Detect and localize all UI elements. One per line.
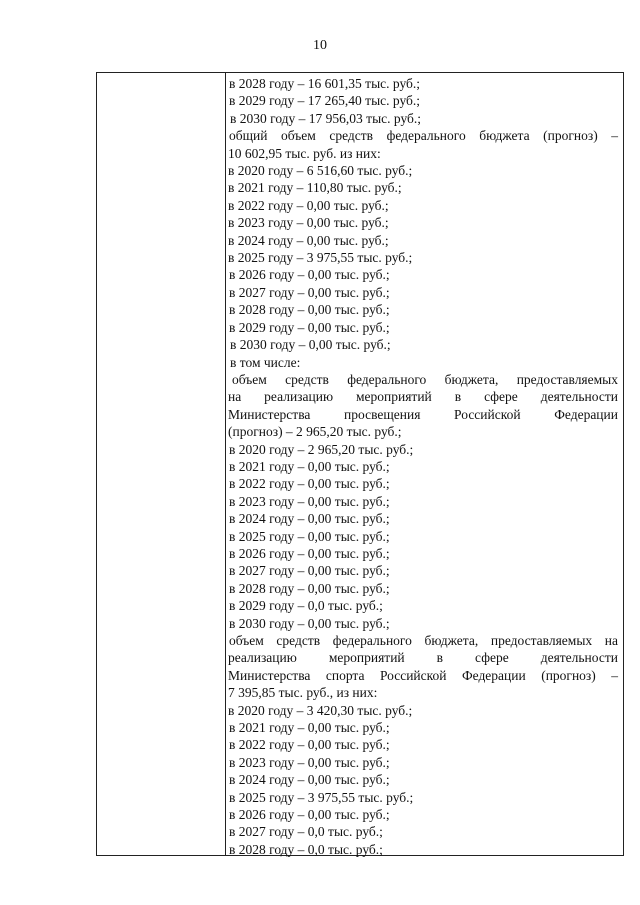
text-line: реализацию мероприятий в сфере деятельности [228, 650, 618, 666]
text-line: (прогноз) – 2 965,20 тыс. руб.; [228, 424, 402, 440]
text-line: в 2029 году – 17 265,40 тыс. руб.; [229, 93, 421, 109]
text-line: в 2028 году – 0,0 тыс. руб.; [229, 841, 383, 857]
column-divider [225, 73, 226, 855]
text-line: в 2024 году – 0,00 тыс. руб.; [228, 232, 389, 248]
text-line: в 2025 году – 3 975,55 тыс. руб.; [229, 789, 414, 805]
text-line: в 2026 году – 0,00 тыс. руб.; [229, 807, 390, 823]
text-line: в 2022 году – 0,00 тыс. руб.; [229, 737, 390, 753]
text-line: в 2023 году – 0,00 тыс. руб.; [228, 215, 389, 231]
budget-table [96, 72, 624, 856]
text-line: в том числе: [230, 354, 301, 370]
text-line: в 2026 году – 0,00 тыс. руб.; [229, 267, 390, 283]
text-line: в 2030 году – 0,00 тыс. руб.; [229, 615, 390, 631]
text-line: в 2022 году – 0,00 тыс. руб.; [228, 197, 389, 213]
text-line: объем средств федерального бюджета, предоставляемых [232, 371, 618, 387]
text-line: в 2020 году – 2 965,20 тыс. руб.; [229, 441, 414, 457]
text-line: в 2028 году – 0,00 тыс. руб.; [229, 580, 390, 596]
text-line: в 2025 году – 3 975,55 тыс. руб.; [228, 250, 413, 266]
text-line: в 2023 году – 0,00 тыс. руб.; [229, 754, 390, 770]
text-line: в 2028 году – 16 601,35 тыс. руб.; [229, 76, 421, 91]
text-line: в 2026 году – 0,00 тыс. руб.; [229, 545, 390, 561]
text-line: в 2029 году – 0,00 тыс. руб.; [229, 319, 390, 335]
text-line: в 2022 году – 0,00 тыс. руб.; [229, 476, 390, 492]
text-line: в 2024 году – 0,00 тыс. руб.; [229, 772, 390, 788]
text-line: в 2021 году – 0,00 тыс. руб.; [229, 458, 390, 474]
page-number: 10 [313, 38, 327, 53]
text-line: 7 395,85 тыс. руб., из них: [228, 685, 378, 701]
text-line: в 2029 году – 0,0 тыс. руб.; [229, 598, 383, 614]
text-line: в 2025 году – 0,00 тыс. руб.; [229, 528, 390, 544]
text-line: в 2020 году – 6 516,60 тыс. руб.; [228, 163, 413, 179]
text-line: в 2024 году – 0,00 тыс. руб.; [229, 511, 390, 527]
text-line: в 2030 году – 0,00 тыс. руб.; [230, 337, 391, 353]
text-line: в 2030 году – 17 956,03 тыс. руб.; [230, 110, 422, 126]
text-line: в 2028 году – 0,00 тыс. руб.; [229, 302, 390, 318]
text-line: в 2021 году – 0,00 тыс. руб.; [229, 720, 390, 736]
text-line: объем средств федерального бюджета, предоставляемых на [229, 633, 618, 648]
text-line: в 2021 году – 110,80 тыс. руб.; [228, 180, 402, 196]
text-line: в 2027 году – 0,00 тыс. руб.; [229, 284, 390, 300]
text-line: в 2027 году – 0,00 тыс. руб.; [229, 563, 390, 579]
text-line: в 2027 году – 0,0 тыс. руб.; [229, 824, 383, 840]
funding-cell [228, 75, 618, 858]
text-line: на реализацию мероприятий в сфере деятельности [228, 389, 618, 405]
text-line: в 2023 году – 0,00 тыс. руб.; [229, 493, 390, 509]
text-line: 10 602,95 тыс. руб. из них: [228, 145, 381, 161]
text-line: общий объем средств федерального бюджета (прогноз) – [229, 128, 618, 144]
text-line: Министерства просвещения Российской Федерации [228, 406, 618, 422]
text-line: в 2020 году – 3 420,30 тыс. руб.; [228, 702, 413, 718]
text-line: Министерства спорта Российской Федерации (прогноз) – [228, 667, 618, 683]
